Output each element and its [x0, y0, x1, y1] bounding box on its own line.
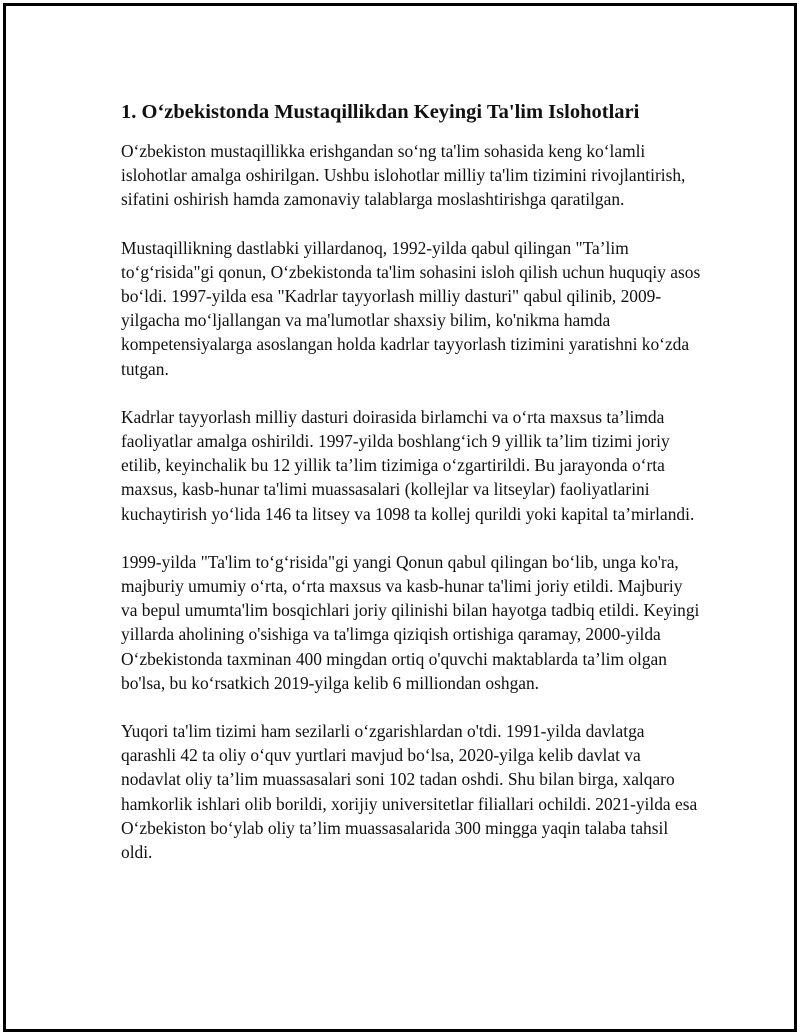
paragraph-education-law-1999: 1999-yilda "Ta'lim to‘g‘risida"gi yangi Qonun qabul qilingan bo‘lib, unga ko'ra, majburiy umumiy o‘rta, o‘rta maxsus va kasb-hunar ta'limi joriy etildi. Majburiy va bepul umumta'lim bosqichlari joriy qilinishi bilan hayotga tadbiq etildi. Keyingi yillarda aholining o'sishiga va ta'limga qiziqish ortishiga qaramay, 2000-yilda O‘zbekistonda taxminan 400 mingdan ortiq o'quvchi maktablarda ta’lim olgan bo'lsa, bu ko‘rsatkich 2019-yilga kelib 6 milliondan oshgan.: [121, 551, 700, 693]
document-body: [121, 99, 701, 888]
document-title: 1. O‘zbekistonda Mustaqillikdan Keyingi Ta'lim Islohotlari: [121, 101, 640, 123]
paragraph-intro: O‘zbekiston mustaqillikka erishgandan so‘ng ta'lim sohasida keng ko‘lamli islohotlar amalga oshirilgan. Ushbu islohotlar milliy ta'lim tizimini rivojlantirish, sifatini oshirish hamda zamonaviy talablarga moslashtirishga qaratilgan.: [121, 141, 686, 210]
paragraph-early-reforms: Mustaqillikning dastlabki yillardanoq, 1992-yilda qabul qilingan "Ta’lim to‘g‘risida"gi qonun, O‘zbekistonda ta'lim sohasini isloh qilish uchun huquqiy asos bo‘ldi. 1997-yilda esa "Kadrlar tayyorlash milliy dasturi" qabul qilinib, 2009-yilgacha mo‘ljallangan va ma'lumotlar shaxsiy bilim, ko'nikma hamda kompetensiyalarga asoslangan holda kadrlar tayyorlash tizimini yaratishni ko‘zda tutgan.: [121, 237, 701, 379]
page-frame: [3, 3, 797, 1032]
paragraph-higher-education: Yuqori ta'lim tizimi ham sezilarli o‘zgarishlardan o'tdi. 1991-yilda davlatga qarashli 42 ta oliy o‘quv yurtlari mavjud bo‘lsa, 2020-yilga kelib davlat va nodavlat oliy ta’lim muassasalari soni 102 tadan oshdi. Shu bilan birga, xalqaro hamkorlik ishlari olib borildi, xorijiy universitetlar filiallari ochildi. 2021-yilda esa O‘zbekiston bo‘ylab oliy ta’lim muassasalarida 300 mingga yaqin talaba tahsil oldi.: [121, 721, 698, 863]
paragraph-personnel-program: Kadrlar tayyorlash milliy dasturi doirasida birlamchi va o‘rta maxsus ta’limda faoliyatlar amalga oshirildi. 1997-yilda boshlang‘ich 9 yillik ta’lim tizimi joriy etilib, keyinchalik bu 12 yillik ta’lim tizimiga o‘zgartirildi. Bu jarayonda o‘rta maxsus, kasb-hunar ta'limi muassasalari (kollejlar va litseylar) faoliyatlarini kuchaytirish yo‘lida 146 ta litsey va 1098 ta kollej qurildi yoki kapital ta’mirlandi.: [121, 406, 695, 524]
